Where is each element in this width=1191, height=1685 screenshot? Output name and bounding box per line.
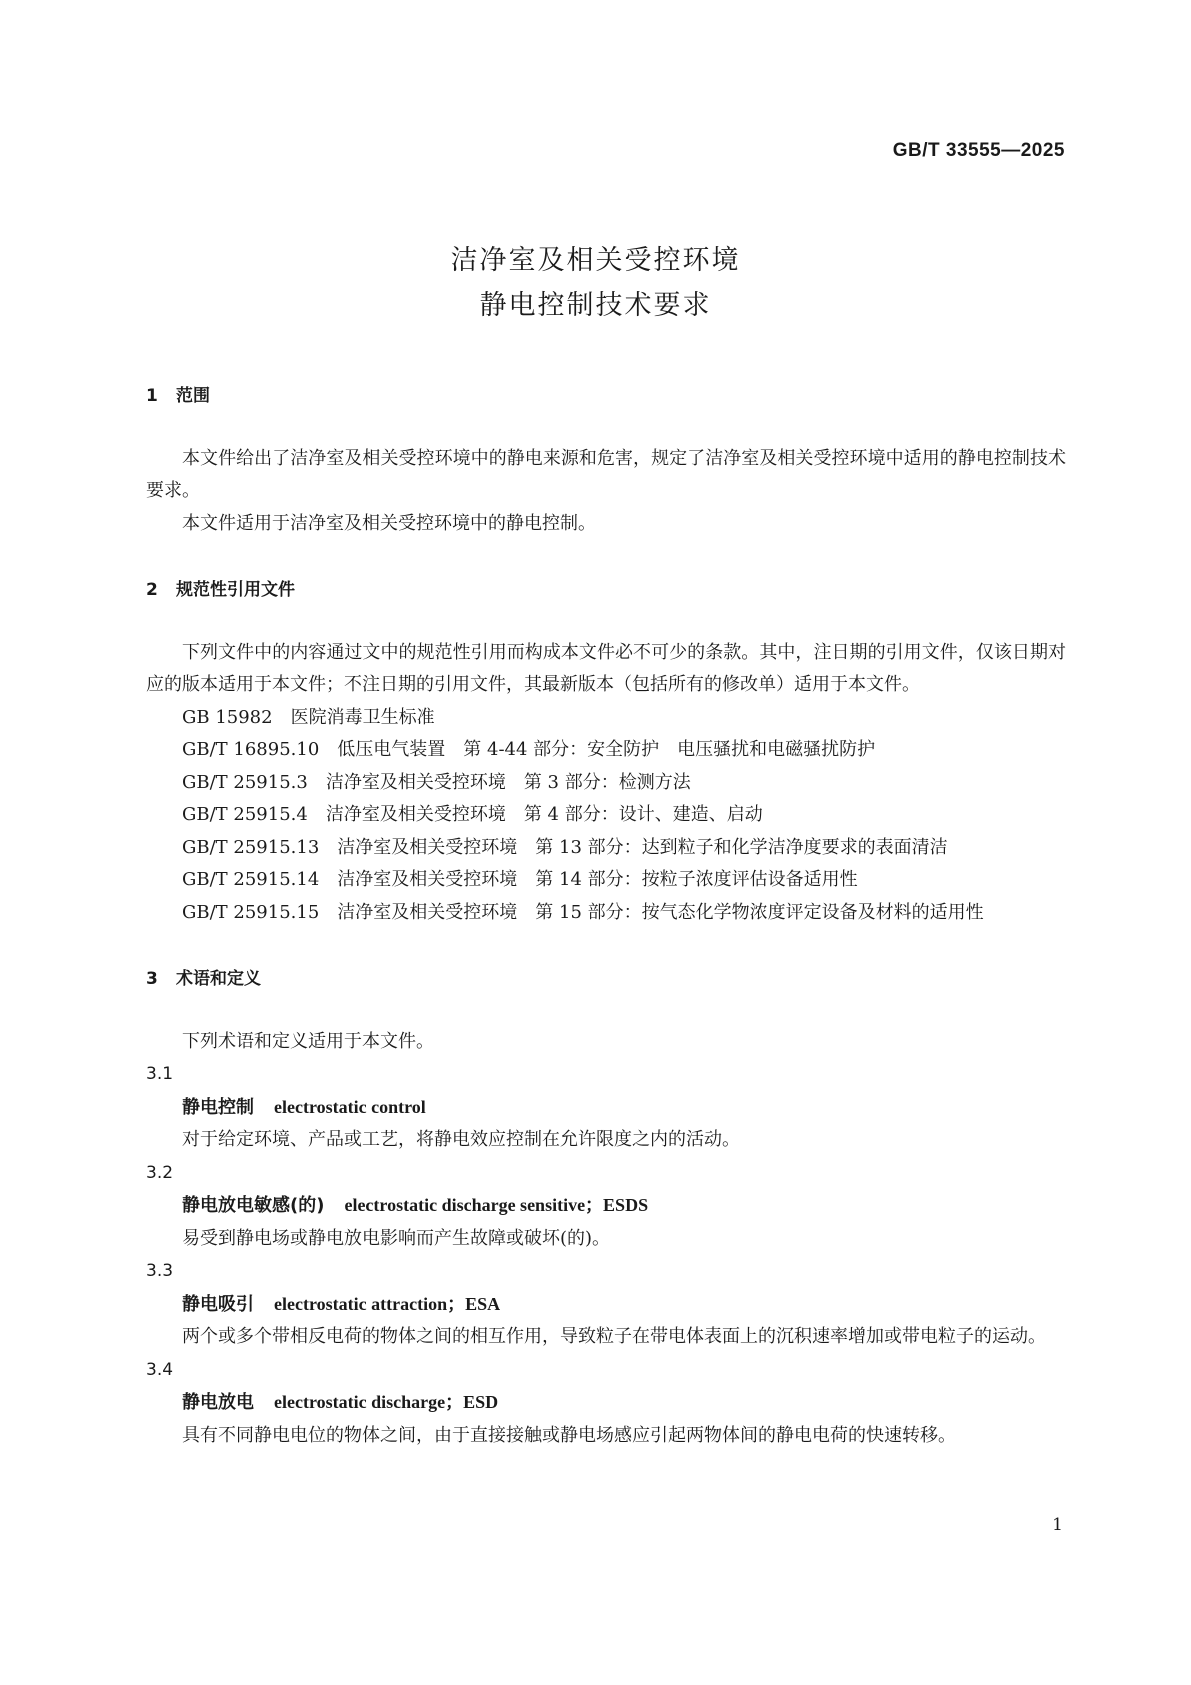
section-number: 3 — [146, 969, 158, 989]
reference-item: GB 15982 医院消毒卫生标准 — [182, 706, 435, 728]
term-number: 3.2 — [146, 1162, 174, 1183]
title-line-2: 静电控制技术要求 — [479, 290, 712, 321]
paragraph: 下列术语和定义适用于本文件。 — [182, 1030, 434, 1052]
section-title: 术语和定义 — [176, 969, 261, 989]
term-zh: 静电吸引 — [182, 1293, 254, 1315]
paragraph: 下列文件中的内容通过文中的规范性引用而构成本文件必不可少的条款。其中，注日期的引用文件，仅该日期对应的版本适用于本文件；不注日期的引用文件，其最新版本（包括所有的修改单）适用于本文件。 — [146, 641, 1066, 695]
term-definition: 易受到静电场或静电放电影响而产生故障或破坏(的)。 — [182, 1227, 611, 1249]
reference-item: GB/T 25915.15 洁净室及相关受控环境 第 15 部分：按气态化学物浓度评定设备及材料的适用性 — [182, 901, 984, 923]
title-line-1: 洁净室及相关受控环境 — [450, 245, 741, 276]
term-entry — [146, 1288, 1066, 1322]
reference-item: GB/T 25915.3 洁净室及相关受控环境 第 3 部分：检测方法 — [182, 771, 691, 793]
section-number: 2 — [146, 580, 158, 600]
term-en: electrostatic discharge sensitive；ESDS — [344, 1195, 649, 1215]
term-entry — [146, 1386, 1066, 1420]
term-number: 3.3 — [146, 1261, 174, 1281]
reference-item: GB/T 25915.14 洁净室及相关受控环境 第 14 部分：按粒子浓度评估设备适用性 — [182, 869, 858, 890]
reference-item: GB/T 25915.4 洁净室及相关受控环境 第 4 部分：设计、建造、启动 — [182, 804, 763, 825]
standard-code: GB/T 33555—2025 — [892, 140, 1065, 161]
section-heading-scope — [146, 380, 1066, 413]
term-definition: 具有不同静电电位的物体之间，由于直接接触或静电场感应引起两物体间的静电电荷的快速转移。 — [182, 1424, 956, 1446]
section-title: 范围 — [176, 386, 210, 406]
reference-item: GB/T 16895.10 低压电气装置 第 4-44 部分：安全防护 电压骚扰和电磁骚扰防护 — [182, 739, 876, 760]
term-definition: 对于给定环境、产品或工艺，将静电效应控制在允许限度之内的活动。 — [182, 1129, 740, 1150]
term-number: 3.4 — [146, 1359, 174, 1380]
section-number: 1 — [146, 386, 158, 406]
page-number: 1 — [1052, 1515, 1063, 1535]
term-zh: 静电放电敏感(的) — [182, 1195, 325, 1216]
term-zh: 静电控制 — [182, 1096, 254, 1118]
document-body — [146, 380, 1066, 1452]
reference-item: GB/T 25915.13 洁净室及相关受控环境 第 13 部分：达到粒子和化学洁净度要求的表面清洁 — [182, 836, 948, 858]
term-en: electrostatic discharge；ESD — [274, 1392, 499, 1412]
term-zh: 静电放电 — [182, 1392, 254, 1413]
section-heading-terms — [146, 963, 1066, 996]
document-title — [0, 238, 1191, 328]
term-entry — [146, 1189, 1066, 1223]
term-en: electrostatic control — [274, 1096, 426, 1117]
section-title: 规范性引用文件 — [176, 580, 295, 600]
term-definition: 两个或多个带相反电荷的物体之间的相互作用，导致粒子在带电体表面上的沉积速率增加或带电粒子的运动。 — [182, 1326, 1046, 1347]
term-en: electrostatic attraction；ESA — [274, 1293, 501, 1314]
term-entry — [146, 1091, 1066, 1125]
paragraph: 本文件给出了洁净室及相关受控环境中的静电来源和危害，规定了洁净室及相关受控环境中适用的静电控制技术要求。 — [146, 447, 1066, 501]
section-heading-normative-references — [146, 574, 1066, 607]
paragraph: 本文件适用于洁净室及相关受控环境中的静电控制。 — [182, 512, 596, 534]
term-number: 3.1 — [146, 1064, 174, 1084]
